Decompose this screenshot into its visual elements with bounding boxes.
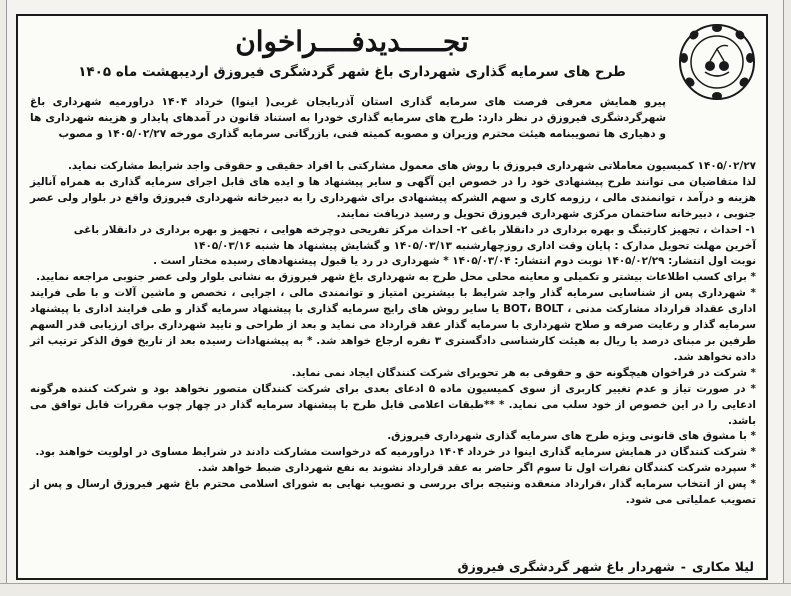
paragraph: ۱- احداث ، تجهیز کارتینگ و بهره برداری در دانقلار باغی ۲- احداث مرکز تفریحی دوچرخه هوایی ، تجهیز و بهره برداری در دانقلار باغی — [73, 223, 756, 236]
paragraph: * شهرداری پس از شناسایی سرمایه گذار واجد شرایط با بیشترین امتیاز و توانمندی مالی ، اجرایی ، تخصص و ماشین آلات و با طی فرایند اداری عقداد قرارداد مشارکت مدنی ، BOT، BOLT یا سایر روش های رایج سرمایه گذاری با پیشنهاد سرمایه گذار و طی فرایند اداری با پیشنهاد سرمایه گذار و رعایت صرفه و صلاح شهرداری با سرمایه گذار عقد قرارداد می نماید و بعد از طراحی و تایید شهرداری برای ارزیابی قدر السهم طرفین بر مبنای درصد یا ریال به هیئت کارشناسی دادگستری ۳ نفره ارجاع خواهد شد. * به پیشنهادات رسیده بعد از تاریخ فوق الذکر ترتیب اثر داده نخواهد شد. — [30, 287, 757, 363]
notice-title: تجـــــدیدفــــراخوان — [235, 25, 469, 58]
paragraph: * پس از انتخاب سرمایه گذار ،قرارداد منعقده ونتیجه برای بررسی و تصویب نهایی به شورای اسلامی محترم باغ شهر فیروزق ارسال و پس از تصویب عملیاتی می شود. — [30, 478, 756, 507]
notice-header — [38, 22, 666, 82]
paragraph: * برای کسب اطلاعات بیشتر و تکمیلی و معاینه محلی محل طرح به شهرداری باغ شهر فیروزق به نشانی بلوار ولی عصر جنوبی مراجعه نمایید. — [36, 271, 756, 284]
signature-separator: - — [680, 559, 686, 574]
notice-box — [16, 14, 768, 580]
notice-body — [30, 159, 756, 509]
signatory-name: لیلا مکاری — [692, 559, 754, 574]
adjacent-page-edge-right — [783, 0, 791, 596]
paragraph: * شرکت کنندگان در همایش سرمایه گذاری اینوا در خرداد ۱۴۰۴ دراورمیه که درخواست مشارکت دادند در شرایط مساوی در اولویت خواهند بود. — [35, 446, 756, 459]
paragraph: لذا متقاضیان می توانند طرح پیشنهادی خود را در خصوص این آگهی و سایر پیشنهاد ها و ایده های قابل اجرای سرمایه گذاری به همراه آنالیز هزینه و درآمد ، توانمندی مالی ، رزومه کاری و سهم الشرکه پیشنهادی برای شهرداری را به دبیرخانه شهرداری فیروزق واقع در بلوار ولی عصر جنوبی ، دبیرخانه ساختمان مرکزی شهرداری فیروزق تحویل و رسید دریافت نمایند. — [30, 175, 756, 220]
signatory-role: شهردار باغ شهر گردشگری فیروزق — [457, 559, 675, 574]
adjacent-page-edge-bottom — [0, 583, 791, 596]
paragraph: * سپرده شرکت کنندگان نفرات اول تا سوم اگر حاضر به عقد قرارداد نشوند به نفع شهرداری ضبط خواهد شد. — [197, 462, 756, 475]
intro-text: پیرو همایش معرفی فرصت های سرمایه گذاری استان آذربایجان غربی( اینوا) خرداد ۱۴۰۴ دراورمیه شهرداری باغ شهرگردشگری فیروزق در نظر دارد: طرح های سرمایه گذاری خودرا به استناد قانون در آمدهای پایدار و هزینه شهرداری ها و دهیاری ها تصویبنامه هیئت محترم وزیران و مصوبه کمیته فنی، بازرگانی سرمایه گذاری مورخه ۱۴۰۵/۰۲/۲۷ و مصوب — [30, 96, 666, 141]
adjacent-page-edge-left — [0, 0, 7, 596]
intro-paragraph — [30, 94, 666, 143]
municipality-seal-icon — [678, 22, 756, 102]
paragraph: نوبت اول انتشار: ۱۴۰۵/۰۲/۲۹ نوبت دوم انتشار: ۱۴۰۵/۰۳/۰۴ * شهرداری در رد یا قبول پیشنهادهای رسیده مختار است . — [153, 255, 756, 268]
notice-subtitle: طرح های سرمایه گذاری شهرداری باغ شهر گردشگری فیروزق اردیبهشت ماه ۱۴۰۵ — [78, 64, 626, 80]
paragraph: ۱۴۰۵/۰۲/۲۷ کمیسیون معاملاتی شهرداری فیروزق با روش های معمول مشارکتی با افراد حقیقی و حقوقی واجد شرایط مشارکت نماید. — [67, 160, 756, 172]
paragraph: * شرکت در فراخوان هیچگونه حق و حقوقی به هر تحویرای شرکت کنندگان ایجاد نمی نماید. — [291, 366, 756, 379]
paragraph: * با مشوق های قانونی ویژه طرح های سرمایه گذاری شهرداری فیروزق. — [387, 430, 756, 443]
paragraph: * در صورت تیاز و عدم تغییر کاربری از سوی کمیسیون ماده ۵ ادعای بعدی برای شرکت کنندگان متصور نخواهد بود و شرکت کننده هرگونه ادعایی را در این خصوص از خود سلب می نماید. * **طبقات اعلامی قابل طرح با پیشنهاد سرمایه گذار در چهار چوب مقررات قابل توافق می باشد. — [30, 382, 756, 427]
signature-line — [30, 559, 754, 574]
paragraph: آخرین مهلت تحویل مدارک : پایان وقت اداری روزچهارشنبه ۱۴۰۵/۰۳/۱۳ و گشایش پیشنهاد ها شنبه ۱۴۰۵/۰۳/۱۶ — [192, 239, 756, 252]
